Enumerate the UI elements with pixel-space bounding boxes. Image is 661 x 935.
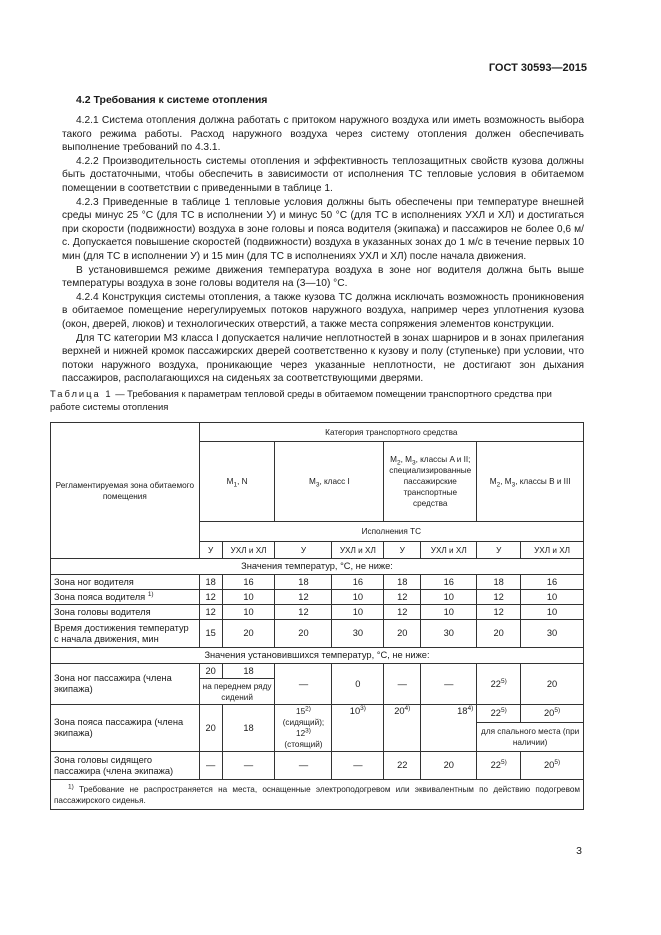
row-label: Зона ног пассажира (члена экипажа) [51, 664, 200, 705]
table-caption-label: Таблица 1 [50, 388, 113, 399]
cell: — [275, 752, 332, 780]
cell: 30 [332, 620, 384, 648]
cell: 16 [222, 575, 275, 590]
cell: 10 [421, 590, 477, 605]
header-u: У [477, 542, 521, 559]
cell: 16 [332, 575, 384, 590]
cell: 10 [332, 590, 384, 605]
header-category: Категория транспортного средства [199, 423, 583, 442]
cell: 15 [199, 620, 222, 648]
cell: 20 [222, 620, 275, 648]
table-caption-text: — Требования к параметрам тепловой среды в обитаемом помещении транспортного средства при работе системы отопления [50, 388, 552, 412]
paragraph: В установившемся режиме движения температура воздуха в зоне ног водителя должна быть выше температуры воздуха в зоне головы водителя на (3—10) °С. [62, 264, 584, 290]
cell: 10 [222, 590, 275, 605]
header-m1n: $М_1$, N [199, 442, 275, 522]
cell: 30 [421, 620, 477, 648]
cell: 16 [521, 575, 584, 590]
header-version: Исполнения ТС [199, 522, 583, 542]
cell: — [332, 752, 384, 780]
cell: 20 [521, 664, 584, 705]
cell: 20$^{5)}$ [521, 752, 584, 780]
header-m2m3-classes: $М_2$, $М_3$, классы A и II; специализированные пассажирские транспортные средства [384, 442, 477, 522]
section-body [62, 114, 584, 386]
paragraph: 4.2.4 Конструкция системы отопления, а также кузова ТС должна исключать возможность проникновения в обитаемое помещение нерегулируемых потоков наружного воздуха, например через уплотнения кузова (окон, дверей, люков) и технологических отверстий, а также места сопряжения элементов конструкции. [62, 291, 584, 330]
header-uhl: УХЛ и ХЛ [521, 542, 584, 559]
cell: 18 [275, 575, 332, 590]
row-label: Зона головы сидящего пассажира (члена экипажа) [51, 752, 200, 780]
cell: 18 [222, 664, 275, 679]
cell: — [275, 664, 332, 705]
cell: 18 [477, 575, 521, 590]
cell-note: на переднем ряду сидений [199, 679, 275, 705]
header-uhl: УХЛ и ХЛ [332, 542, 384, 559]
cell: 12 [275, 590, 332, 605]
cell: 20 [477, 620, 521, 648]
cell: — [199, 752, 222, 780]
header-m3-class1: $М_3$, класс I [275, 442, 384, 522]
cell: 20 [384, 620, 421, 648]
header-u: У [199, 542, 222, 559]
section-title: 4.2 Требования к системе отопления [76, 94, 268, 106]
section-row-steady: Значения установившихся температур, °С, не ниже: [51, 648, 584, 664]
cell: 22$^{5)}$ [477, 705, 521, 723]
cell: 18 [199, 575, 222, 590]
cell: 12 [275, 605, 332, 620]
paragraph: 4.2.2 Производительность системы отопления и эффективность теплозащитных свойств кузова должны быть достаточными, чтобы обеспечить в зависимости от исполнения ТС тепловые условия в обитаемом помещении в соответствии с приведенными в таблице 1. [62, 155, 584, 194]
cell: 18 [384, 575, 421, 590]
cell: 20 [275, 620, 332, 648]
cell: 20$^{4)}$ [384, 705, 421, 752]
cell: 12 [384, 605, 421, 620]
cell: 10$^{3)}$ [332, 705, 384, 752]
table-caption [50, 388, 584, 413]
cell: 22$^{5)}$ [477, 664, 521, 705]
parameters-table [50, 422, 584, 810]
paragraph: 4.2.3 Приведенные в таблице 1 тепловые условия должны быть обеспечены при температуре внешней среды минус 25 °С (для ТС в исполнении У) и минус 50 °С (для ТС в исполнениях УХЛ и ХЛ) и достигаться при скорости (подвижности) воздуха в зоне головы и пояса водителя (экипажа) и пассажиров не более 0,6 м/с. Допускается повышение скоростей (подвижности) воздуха в указанных зонах до 1 м/с в течение первых 10 мин (для ТС в исполнении У) и 15 мин (для ТС в исполнениях УХЛ и ХЛ) после начала движения. [62, 196, 584, 262]
cell: 30 [521, 620, 584, 648]
cell: 10 [521, 605, 584, 620]
paragraph: Для ТС категории М3 класса I допускается наличие неплотностей в зонах шарниров и в зонах прилегания верхней и нижней кромок пассажирских дверей соответственно к кузову и полу (ступеньке) при условии, что потоки наружного воздуха, проникающие через указанные неплотности, не достигают зон дыхания пассажиров, располагающихся на сиденьях за соответствующими дверями. [62, 332, 584, 385]
document-code: ГОСТ 30593—2015 [488, 62, 587, 74]
cell: 18$^{4)}$ [421, 705, 477, 752]
cell: — [384, 664, 421, 705]
row-label: Зона пояса пассажира (члена экипажа) [51, 705, 200, 752]
header-zone: Регламентируемая зона обитаемого помещения [51, 423, 200, 559]
cell: 10 [222, 605, 275, 620]
row-label: Зона ног водителя [51, 575, 200, 590]
cell: 12 [477, 605, 521, 620]
cell-note: для спального места (при наличии) [477, 722, 584, 751]
page-number: 3 [576, 845, 582, 857]
cell: 10 [332, 605, 384, 620]
cell: 10 [421, 605, 477, 620]
cell: 12 [477, 590, 521, 605]
table-footnote: $^{1)}$ Требование не распространяется на места, оснащенные электроподогревом или эквивалентным по действию подогревом пассажирского сиденья. [51, 780, 584, 810]
header-uhl: УХЛ и ХЛ [421, 542, 477, 559]
cell: 20$^{5)}$ [521, 705, 584, 723]
cell: 15$^{2)}$ (сидящий); 12$^{3)}$ (стоящий) [275, 705, 332, 752]
row-label: Время достижения температур с начала движения, мин [51, 620, 200, 648]
cell: 20 [199, 705, 222, 752]
cell: — [421, 664, 477, 705]
header-u: У [275, 542, 332, 559]
cell: — [222, 752, 275, 780]
row-label: Зона головы водителя [51, 605, 200, 620]
header-m2m3-b3: $М_2$, $М_3$, классы В и III [477, 442, 584, 522]
cell: 12 [199, 590, 222, 605]
cell: 0 [332, 664, 384, 705]
cell: 22 [384, 752, 421, 780]
row-label: Зона пояса водителя $^{1)}$ [51, 590, 200, 605]
cell: 12 [199, 605, 222, 620]
header-uhl: УХЛ и ХЛ [222, 542, 275, 559]
cell: 20 [421, 752, 477, 780]
cell: 18 [222, 705, 275, 752]
paragraph: 4.2.1 Система отопления должна работать с притоком наружного воздуха или иметь возможность выбора такого режима работы. Расход наружного воздуха через систему отопления должен обеспечивать выполнение требований по 4.3.1. [62, 115, 584, 154]
cell: 12 [384, 590, 421, 605]
section-row-temps: Значения температур, °С, не ниже: [51, 559, 584, 575]
cell: 16 [421, 575, 477, 590]
header-u: У [384, 542, 421, 559]
cell: 22$^{5)}$ [477, 752, 521, 780]
cell: 20 [199, 664, 222, 679]
cell: 10 [521, 590, 584, 605]
